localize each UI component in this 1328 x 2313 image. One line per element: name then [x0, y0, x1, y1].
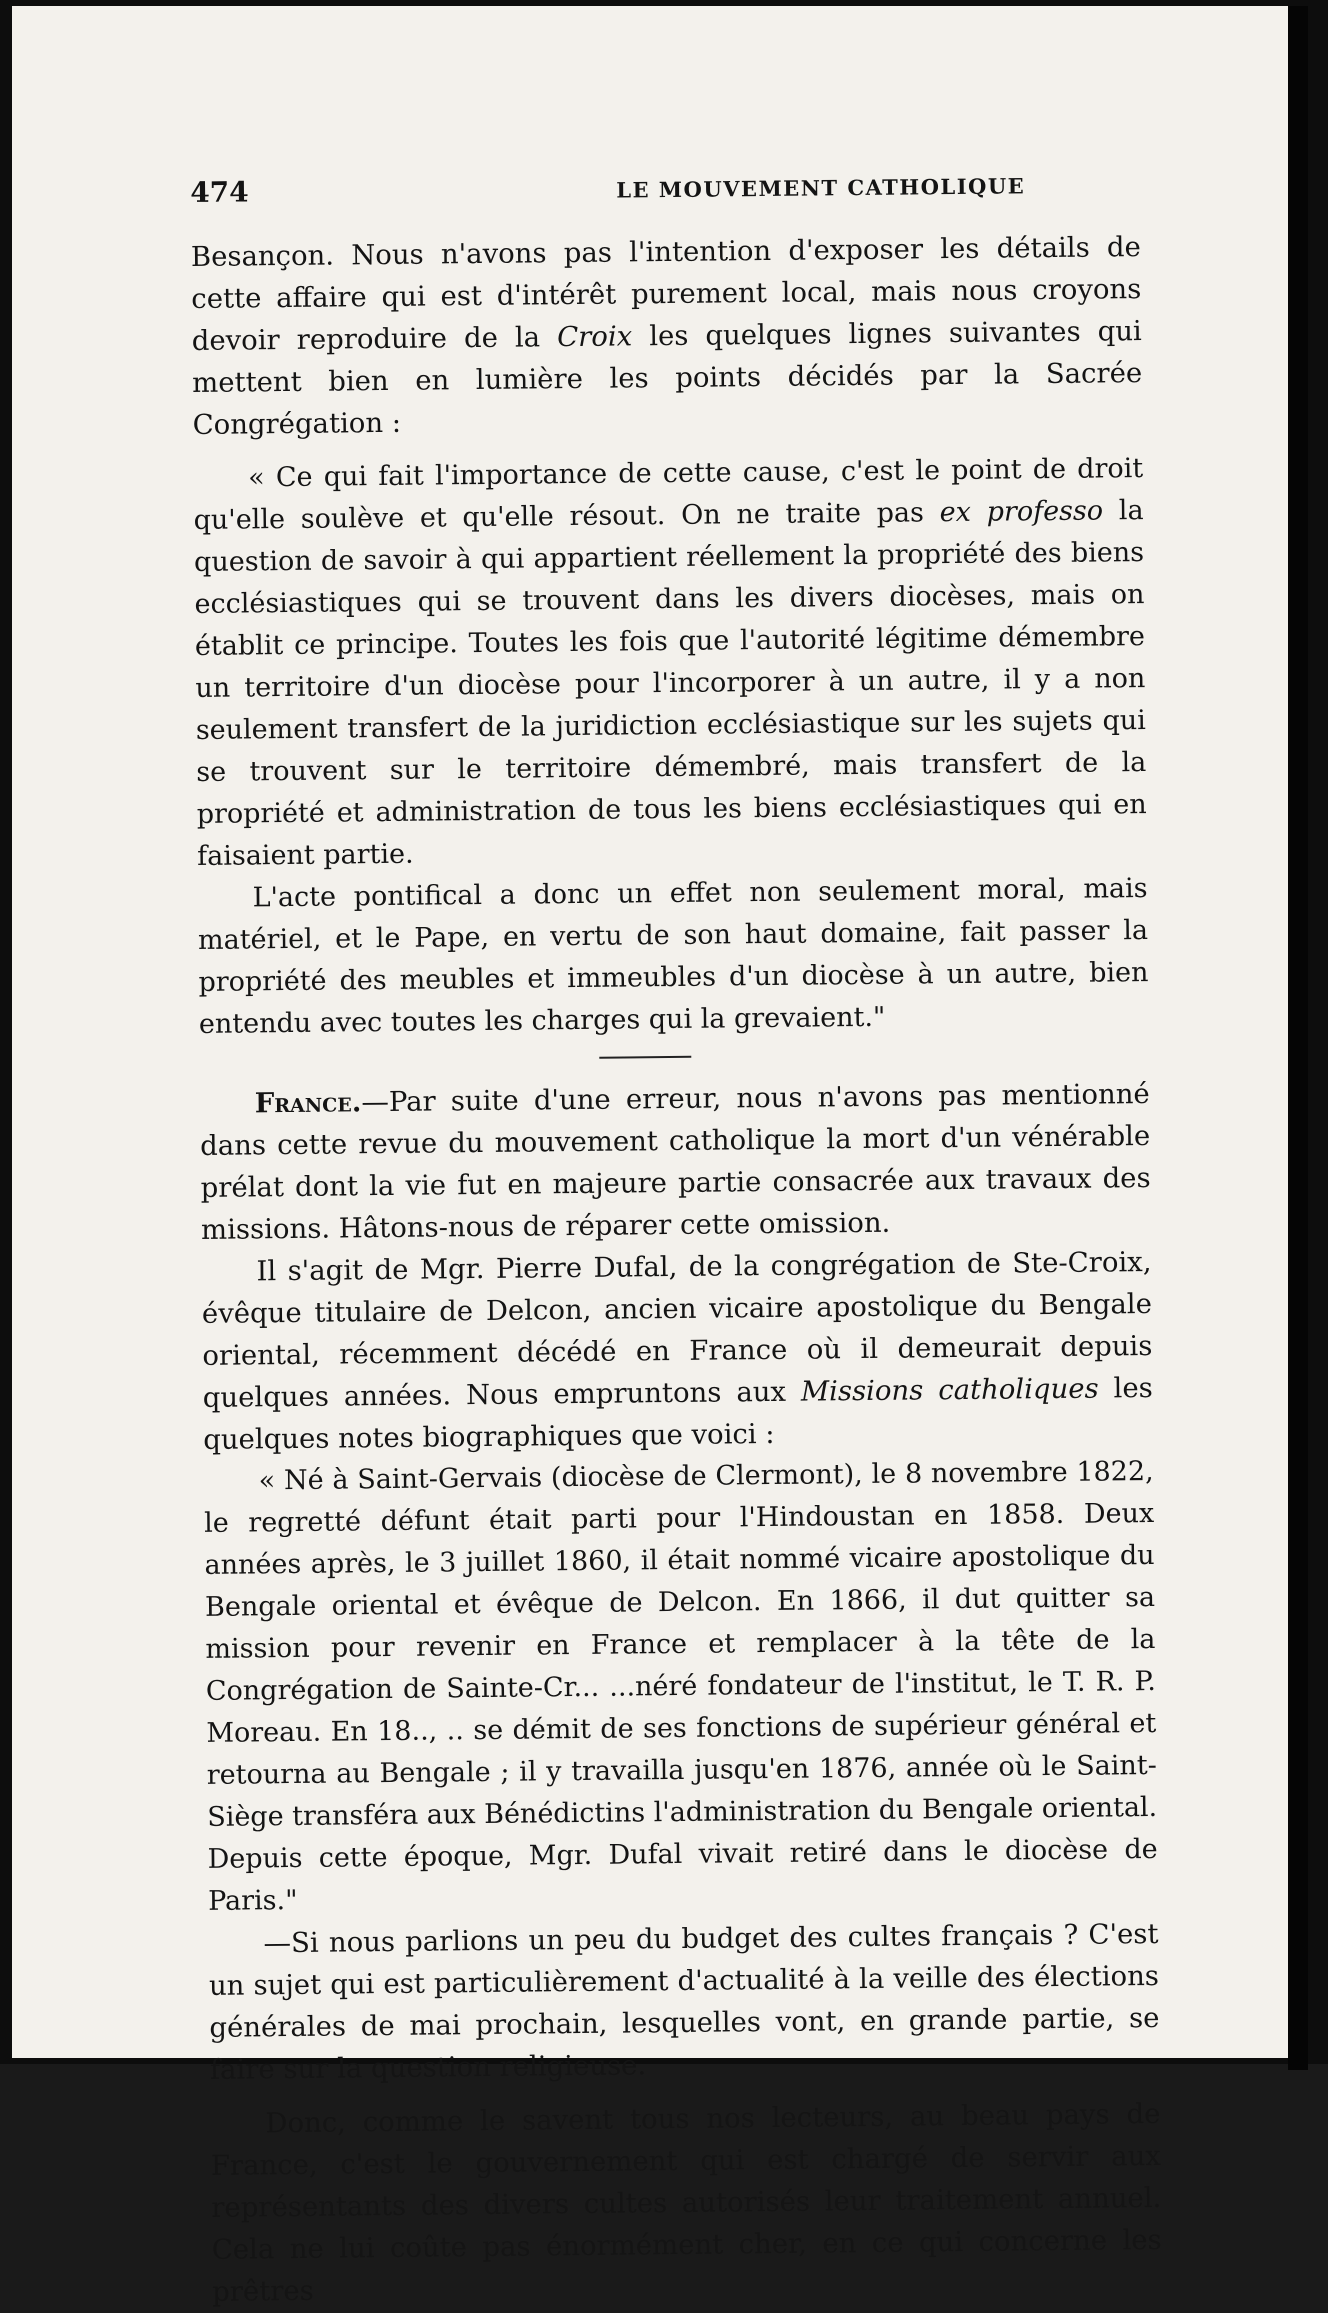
quote-text: la question de savoir à qui appartient réellement la propriété des biens ecclésiastiques qui se trouvent dans les divers diocèses, mais on établit ce principe. Toutes les fois que l'autorité légitime démembre un territoire d'un diocèse pour l'incorporer à un autre, il y a non seulement transfert de la juridiction ecclésiastique sur les sujets qui se trouvent sur le territoire démembré, mais transfert de la propriété et administration de tous les biens ecclésiastiques qui en faisaient partie. — [193, 495, 1147, 872]
emphasis-ex-professo: ex professo — [939, 495, 1104, 529]
page-edge-shadow — [1288, 6, 1308, 2070]
running-title: LE MOUVEMENT CATHOLIQUE — [616, 173, 1026, 203]
page-number: 474 — [190, 175, 249, 209]
section-heading-france: France. — [254, 1086, 362, 1120]
paragraph-text: les quelques lignes suivantes qui mettent bien en lumière les points décidés par la Sacrée Congrégation : — [192, 315, 1143, 441]
emphasis-croix: Croix — [556, 320, 633, 354]
paragraph-text: —Par suite d'une erreur, nous n'avons pas mentionné dans cette revue du mouvement catholique la mort d'un vénérable prélat dont la vie fut en majeure partie consacrée aux travaux des missions. Hâtons-nous de réparer cette omission. — [200, 1078, 1151, 1246]
emphasis-missions-catholiques: Missions catholiques — [800, 1372, 1099, 1408]
section-divider — [599, 1056, 691, 1059]
paragraph-text: Il s'agit de Mgr. Pierre Dufal, de la congrégation de Ste-Croix, évêque titulaire de Delcon, ancien vicaire apostolique du Bengale oriental, récemment décédé en France où il demeurait depuis quelques années. Nous empruntons aux — [201, 1245, 1153, 1414]
paragraph-text: Besançon. Nous n'avons pas l'intention d'exposer les détails de cette affaire qui est d'intérêt purement local, mais nous croyons devoir reproduire de la — [190, 231, 1142, 357]
paragraph-france — [200, 1073, 1152, 1251]
paragraph-besancon — [191, 226, 1143, 446]
quote-paragraph-1 — [193, 448, 1147, 878]
paragraph-gouvernement: Donc, comme le savent tous nos lecteurs, au beau pays de France, c'est le gouvernement qui est chargé de servir aux représentants des divers cultes autorisés leur traitement annuel. Cela ne lui coûte pas énormément cher, en ce qui concerne les prêtres — [210, 2097, 1162, 2308]
paragraph-budget: —Si nous parlions un peu du budget des cultes français ? C'est un sujet qui est particulièrement d'actualité à la veille des élections générales de mai prochain, lesquelles vont, en grande partie, se faire sur la question religieuse. — [208, 1917, 1160, 2086]
running-header — [190, 163, 1040, 216]
quote-paragraph-2: L'acte pontifical a donc un effet non seulement moral, mais matériel, et le Pape, en vertu de son haut domaine, fait passer la propriété des meubles et immeubles d'un diocèse à un autre, bien entendu avec toutes les charges qui la grevaient." — [197, 873, 1149, 1040]
quote-biography: « Né à Saint-Gervais (diocèse de Clermont), le 8 novembre 1822, le regretté défunt était parti pour l'Hindoustan en 1858. Deux années après, le 3 juillet 1860, il était nommé vicaire apostolique du Bengale oriental et évêque de Delcon. En 1866, il dut quitter sa mission pour revenir en France et remplacer à la tête de la Congrégation de Sainte-Cr... ...néré fondateur de l'institut, le T. R. P. Moreau. En 18.., .. se démit de ses fonctions de supérieur général et retourna au Bengale ; il y travailla jusqu'en 1876, année où le Saint-Siège transféra aux Bénédictins l'administration du Bengale oriental. Depuis cette époque, Mgr. Dufal vivait retiré dans le diocèse de Paris." — [203, 1455, 1158, 1917]
page-text-block — [190, 162, 1162, 2313]
paragraph-dufal — [201, 1241, 1153, 1461]
quote-text: « Ce qui fait l'importance de cette cause, c'est le point de droit qu'elle soulève et qu'elle résout. On ne traite pas — [193, 453, 1144, 536]
paragraph-text: les quelques notes biographiques que voici : — [203, 1371, 1153, 1456]
